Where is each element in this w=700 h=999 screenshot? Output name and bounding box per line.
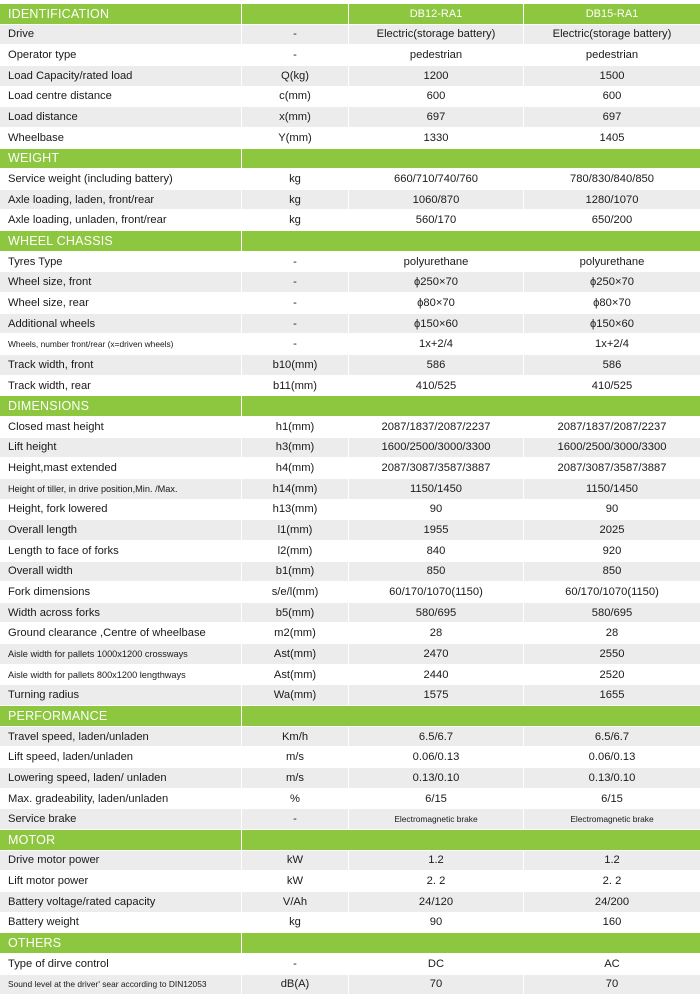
spec-value-model-2: 920 <box>602 544 622 557</box>
spec-value-model-2: pedestrian <box>585 49 639 62</box>
spec-label: Wheel size, front <box>0 272 242 292</box>
spec-row <box>0 169 700 190</box>
spec-value-model-1: ϕ80×70 <box>349 293 524 313</box>
spec-label: Battery voltage/rated capacity <box>0 892 242 912</box>
spec-label: Lowering speed, laden/ unladen <box>0 768 242 788</box>
spec-label: Service weight (including battery) <box>0 169 242 189</box>
spec-value-model-1: 1150/1450 <box>349 479 524 499</box>
spec-label: Overall length <box>0 520 242 540</box>
spec-value-model-1: Electric(storage battery) <box>349 25 524 45</box>
spec-row <box>0 520 700 541</box>
spec-value-model-2: ϕ80×70 <box>593 296 631 309</box>
unit-header <box>242 4 349 24</box>
spec-unit: b11(mm) <box>242 376 349 396</box>
spec-label: Max. gradeability, laden/unladen <box>0 789 242 809</box>
spec-value-model-1: 1x+2/4 <box>349 334 524 354</box>
spec-row <box>0 727 700 748</box>
spec-value-model-2: 580/695 <box>591 606 633 619</box>
spec-value-model-2: polyurethane <box>579 255 645 268</box>
spec-value-model-1: 1575 <box>349 685 524 705</box>
spec-value-model-1: 840 <box>349 541 524 561</box>
spec-value-model-1: 660/710/740/760 <box>349 169 524 189</box>
spec-label: Operator type <box>0 45 242 65</box>
spec-value-model-2: Electromagnetic brake <box>570 814 654 825</box>
spec-row <box>0 334 700 355</box>
spec-label: Width across forks <box>0 603 242 623</box>
spec-unit: % <box>242 789 349 809</box>
spec-unit: - <box>242 314 349 334</box>
spec-row <box>0 562 700 583</box>
spec-unit: - <box>242 809 349 829</box>
spec-row <box>0 892 700 913</box>
spec-row <box>0 314 700 335</box>
spec-label: Aisle width for pallets 800x1200 lengthways <box>0 665 242 685</box>
spec-label: Length to face of forks <box>0 541 242 561</box>
spec-value-model-2: 28 <box>605 627 619 640</box>
spec-row <box>0 87 700 108</box>
spec-value-model-2: 1655 <box>599 689 625 702</box>
spec-unit: m2(mm) <box>242 624 349 644</box>
spec-unit: s/e/l(mm) <box>242 582 349 602</box>
spec-row <box>0 747 700 768</box>
spec-value-model-2: 6/15 <box>601 792 623 805</box>
spec-value-model-2: 850 <box>602 565 622 578</box>
spec-row <box>0 417 700 438</box>
spec-unit: Ast(mm) <box>242 665 349 685</box>
spec-label: Turning radius <box>0 685 242 705</box>
spec-label: Lift height <box>0 438 242 458</box>
section-header <box>0 149 700 170</box>
spec-unit: b10(mm) <box>242 355 349 375</box>
spec-row <box>0 541 700 562</box>
spec-row <box>0 685 700 706</box>
spec-value-model-1: 410/525 <box>349 376 524 396</box>
spec-unit: kW <box>242 871 349 891</box>
spec-value-model-2: 1405 <box>599 131 625 144</box>
spec-value-model-1: 2087/1837/2087/2237 <box>349 417 524 437</box>
spec-value-model-2: 0.13/0.10 <box>588 771 636 784</box>
section-title: DIMENSIONS <box>0 396 242 416</box>
spec-unit: kg <box>242 913 349 933</box>
spec-row <box>0 355 700 376</box>
spec-value-model-2: 2520 <box>599 668 625 681</box>
spec-value-model-2: 1.2 <box>604 854 620 867</box>
spec-value-model-2: ϕ250×70 <box>590 276 634 289</box>
spec-label: Axle loading, laden, front/rear <box>0 190 242 210</box>
spec-unit: kg <box>242 211 349 231</box>
spec-value-model-2: 24/200 <box>594 895 630 908</box>
section-header <box>0 231 700 252</box>
spec-value-model-1: 1.2 <box>349 851 524 871</box>
spec-value-model-2: 160 <box>602 916 622 929</box>
spec-unit: Y(mm) <box>242 128 349 148</box>
section-title: PERFORMANCE <box>0 706 242 726</box>
spec-label: Service brake <box>0 809 242 829</box>
spec-unit: h14(mm) <box>242 479 349 499</box>
spec-row <box>0 665 700 686</box>
spec-value-model-2: 1280/1070 <box>585 193 639 206</box>
spec-value-model-1: Electromagnetic brake <box>349 809 524 829</box>
spec-value-model-1: 2440 <box>349 665 524 685</box>
spec-value-model-1: 6.5/6.7 <box>349 727 524 747</box>
spec-value-model-1: polyurethane <box>349 252 524 272</box>
spec-label: Height of tiller, in drive position,Min. /Max. <box>0 479 242 499</box>
spec-row <box>0 851 700 872</box>
spec-unit: h3(mm) <box>242 438 349 458</box>
section-header <box>0 830 700 851</box>
spec-value-model-1: 1060/870 <box>349 190 524 210</box>
section-title: WHEEL CHASSIS <box>0 231 242 251</box>
section-title: WEIGHT <box>0 149 242 169</box>
spec-label: Lift motor power <box>0 871 242 891</box>
spec-unit: b5(mm) <box>242 603 349 623</box>
spec-value-model-1: 6/15 <box>349 789 524 809</box>
spec-row <box>0 190 700 211</box>
spec-row <box>0 128 700 149</box>
spec-row <box>0 438 700 459</box>
spec-row <box>0 107 700 128</box>
spec-unit: Ast(mm) <box>242 644 349 664</box>
spec-label: Wheelbase <box>0 128 242 148</box>
spec-label: Fork dimensions <box>0 582 242 602</box>
spec-row <box>0 211 700 232</box>
spec-label: Axle loading, unladen, front/rear <box>0 211 242 231</box>
spec-unit: h13(mm) <box>242 500 349 520</box>
spec-value-model-1: 90 <box>349 500 524 520</box>
spec-value-model-2: 697 <box>602 111 622 124</box>
spec-label: Track width, rear <box>0 376 242 396</box>
spec-row <box>0 603 700 624</box>
spec-value-model-2: 650/200 <box>591 214 633 227</box>
spec-value-model-2: 60/170/1070(1150) <box>565 586 659 598</box>
spec-row <box>0 25 700 46</box>
spec-unit: kg <box>242 190 349 210</box>
spec-value-model-1: 560/170 <box>349 211 524 231</box>
spec-label: Travel speed, laden/unladen <box>0 727 242 747</box>
spec-value-model-1: pedestrian <box>349 45 524 65</box>
spec-value-model-1: 580/695 <box>349 603 524 623</box>
spec-value-model-1: 28 <box>349 624 524 644</box>
spec-unit: - <box>242 252 349 272</box>
spec-row <box>0 624 700 645</box>
spec-unit: kW <box>242 851 349 871</box>
spec-unit: - <box>242 954 349 974</box>
spec-unit: - <box>242 334 349 354</box>
spec-row <box>0 975 700 996</box>
spec-row <box>0 376 700 397</box>
spec-value-model-1: ϕ250×70 <box>349 272 524 292</box>
spec-unit: m/s <box>242 768 349 788</box>
spec-unit: - <box>242 272 349 292</box>
spec-row <box>0 479 700 500</box>
spec-value-model-2: 1500 <box>599 69 625 82</box>
section-title: IDENTIFICATION <box>0 4 242 24</box>
section-header <box>0 4 700 25</box>
spec-value-model-2: 1150/1450 <box>585 482 639 495</box>
spec-value-model-1: ϕ150×60 <box>349 314 524 334</box>
spec-label: Additional wheels <box>0 314 242 334</box>
spec-value-model-1: 2. 2 <box>349 871 524 891</box>
spec-value-model-1: 0.13/0.10 <box>349 768 524 788</box>
spec-label: Overall width <box>0 562 242 582</box>
spec-value-model-2: 2087/3087/3587/3887 <box>557 462 667 475</box>
spec-value-model-1: 1955 <box>349 520 524 540</box>
spec-value-model-2: 586 <box>602 358 622 371</box>
section-header <box>0 396 700 417</box>
spec-label: Wheel size, rear <box>0 293 242 313</box>
spec-label: Height,mast extended <box>0 458 242 478</box>
spec-value-model-1: 697 <box>349 107 524 127</box>
spec-unit: dB(A) <box>242 975 349 995</box>
spec-unit: V/Ah <box>242 892 349 912</box>
section-header <box>0 706 700 727</box>
spec-label: Battery weight <box>0 913 242 933</box>
spec-unit: kg <box>242 169 349 189</box>
spec-value-model-1: 70 <box>349 975 524 995</box>
spec-label: Type of dirve control <box>0 954 242 974</box>
spec-row <box>0 272 700 293</box>
spec-row <box>0 768 700 789</box>
spec-value-model-2: 90 <box>605 503 619 516</box>
spec-row <box>0 582 700 603</box>
spec-value-model-1: 24/120 <box>349 892 524 912</box>
spec-value-model-2: 780/830/840/850 <box>570 173 654 185</box>
spec-unit: Km/h <box>242 727 349 747</box>
spec-value-model-1: 1600/2500/3000/3300 <box>349 438 524 458</box>
spec-value-model-1: 1200 <box>349 66 524 86</box>
spec-label: Tyres Type <box>0 252 242 272</box>
spec-value-model-2: 1x+2/4 <box>595 338 629 351</box>
spec-unit: x(mm) <box>242 107 349 127</box>
section-header <box>0 933 700 954</box>
section-title: OTHERS <box>0 933 242 953</box>
spec-label: Load Capacity/rated load <box>0 66 242 86</box>
spec-unit: - <box>242 45 349 65</box>
model-2-header: DB15-RA1 <box>585 7 639 20</box>
spec-value-model-2: 2025 <box>599 524 625 537</box>
spec-label: Ground clearance ,Centre of wheelbase <box>0 624 242 644</box>
spec-unit: Q(kg) <box>242 66 349 86</box>
spec-value-model-2: 6.5/6.7 <box>594 730 630 743</box>
spec-value-model-2: Electric(storage battery) <box>552 28 672 41</box>
spec-row <box>0 809 700 830</box>
spec-unit: l1(mm) <box>242 520 349 540</box>
spec-row <box>0 458 700 479</box>
spec-label: Load centre distance <box>0 87 242 107</box>
spec-label: Aisle width for pallets 1000x1200 crossways <box>0 644 242 664</box>
spec-row <box>0 789 700 810</box>
spec-value-model-2: 600 <box>602 90 622 103</box>
spec-unit: h4(mm) <box>242 458 349 478</box>
spec-row <box>0 913 700 934</box>
spec-row <box>0 252 700 273</box>
spec-value-model-2: 70 <box>605 978 619 991</box>
spec-unit: - <box>242 25 349 45</box>
spec-value-model-1: 60/170/1070(1150) <box>349 582 524 602</box>
spec-value-model-1: 850 <box>349 562 524 582</box>
spec-label: Track width, front <box>0 355 242 375</box>
spec-value-model-1: 0.06/0.13 <box>349 747 524 767</box>
spec-label: Load distance <box>0 107 242 127</box>
model-1-header: DB12-RA1 <box>349 4 524 24</box>
spec-row <box>0 500 700 521</box>
spec-unit: b1(mm) <box>242 562 349 582</box>
spec-value-model-2: 410/525 <box>591 379 633 392</box>
spec-row <box>0 644 700 665</box>
spec-value-model-2: AC <box>604 957 620 970</box>
spec-label: Drive motor power <box>0 851 242 871</box>
spec-label: Wheels, number front/rear (x=driven wheels) <box>0 334 242 354</box>
spec-row <box>0 45 700 66</box>
spec-label: Closed mast height <box>0 417 242 437</box>
spec-value-model-2: 1600/2500/3000/3300 <box>557 441 667 454</box>
spec-value-model-2: ϕ150×60 <box>590 317 634 330</box>
spec-unit: c(mm) <box>242 87 349 107</box>
spec-unit: Wa(mm) <box>242 685 349 705</box>
spec-value-model-1: 90 <box>349 913 524 933</box>
spec-value-model-2: 2087/1837/2087/2237 <box>557 420 667 433</box>
section-title: MOTOR <box>0 830 242 850</box>
spec-row <box>0 66 700 87</box>
spec-unit: l2(mm) <box>242 541 349 561</box>
spec-label: Height, fork lowered <box>0 500 242 520</box>
spec-unit: m/s <box>242 747 349 767</box>
spec-value-model-1: 586 <box>349 355 524 375</box>
spec-value-model-1: 1330 <box>349 128 524 148</box>
spec-value-model-2: 2550 <box>599 647 625 660</box>
spec-value-model-1: DC <box>349 954 524 974</box>
spec-row <box>0 293 700 314</box>
spec-value-model-2: 2. 2 <box>602 875 622 888</box>
spec-row <box>0 954 700 975</box>
spec-unit: - <box>242 293 349 313</box>
spec-label: Sound level at the driver' sear according to DIN12053 <box>0 975 242 995</box>
spec-label: Drive <box>0 25 242 45</box>
spec-value-model-1: 2087/3087/3587/3887 <box>349 458 524 478</box>
spec-label: Lift speed, laden/unladen <box>0 747 242 767</box>
spec-value-model-2: 0.06/0.13 <box>588 751 636 764</box>
spec-value-model-1: 600 <box>349 87 524 107</box>
spec-unit: h1(mm) <box>242 417 349 437</box>
spec-value-model-1: 2470 <box>349 644 524 664</box>
spec-row <box>0 871 700 892</box>
